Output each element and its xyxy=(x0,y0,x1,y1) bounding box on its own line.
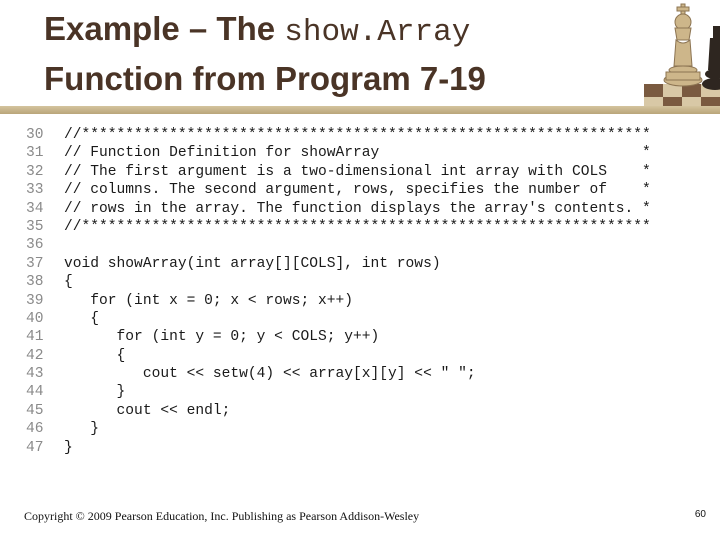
line-number: 41 xyxy=(26,329,44,346)
code-line xyxy=(26,163,706,181)
code-text: { xyxy=(64,347,126,364)
code-line xyxy=(26,402,706,420)
line-number: 42 xyxy=(26,347,44,364)
code-line xyxy=(26,310,706,328)
line-number: 40 xyxy=(26,310,44,327)
code-text: void showArray(int array[][COLS], int rows) xyxy=(64,255,441,272)
title-line-2: Function from Program 7-19 xyxy=(44,60,486,97)
code-line xyxy=(26,255,706,273)
code-text: { xyxy=(64,274,73,291)
copyright-footer: Copyright © 2009 Pearson Education, Inc. Publishing as Pearson Addison-Wesley xyxy=(24,509,420,523)
code-text: //***************************************************************** xyxy=(64,127,651,143)
code-line xyxy=(26,439,706,457)
code-listing xyxy=(26,126,706,457)
title-divider xyxy=(0,106,720,114)
code-text: // The first argument is a two-dimensional int array with COLS * xyxy=(64,163,651,180)
line-number: 43 xyxy=(26,366,44,383)
title-prefix: Example – The xyxy=(44,10,285,47)
code-text: for (int y = 0; y < COLS; y++) xyxy=(64,329,380,346)
code-line xyxy=(26,365,706,383)
code-line xyxy=(26,218,706,236)
line-number: 44 xyxy=(26,384,44,401)
line-number: 30 xyxy=(26,127,44,143)
code-text: //***************************************************************** xyxy=(64,218,651,235)
code-text: } xyxy=(64,384,126,401)
line-number: 35 xyxy=(26,218,44,235)
code-text: // rows in the array. The function displays the array's contents. * xyxy=(64,200,651,217)
code-line xyxy=(26,144,706,162)
line-number: 34 xyxy=(26,200,44,217)
line-number: 46 xyxy=(26,421,44,438)
code-line xyxy=(26,181,706,199)
line-number: 47 xyxy=(26,439,44,456)
chess-pieces-image xyxy=(644,0,720,110)
code-line xyxy=(26,200,706,218)
code-text: // columns. The second argument, rows, specifies the number of * xyxy=(64,182,651,199)
code-line xyxy=(26,273,706,291)
code-text: cout << setw(4) << array[x][y] << " "; xyxy=(64,366,476,383)
code-text: for (int x = 0; x < rows; x++) xyxy=(64,292,354,309)
line-number: 37 xyxy=(26,255,44,272)
code-line xyxy=(26,383,706,401)
slide-title xyxy=(44,6,624,102)
title-code: show.Array xyxy=(284,15,471,50)
code-text: // Function Definition for showArray * xyxy=(64,145,651,162)
line-number: 32 xyxy=(26,163,44,180)
code-line xyxy=(26,347,706,365)
code-text: } xyxy=(64,439,73,456)
code-line xyxy=(26,420,706,438)
line-number: 38 xyxy=(26,274,44,291)
code-line xyxy=(26,328,706,346)
code-line xyxy=(26,126,706,144)
line-number: 31 xyxy=(26,145,44,162)
page-number: 60 xyxy=(694,509,706,520)
code-line xyxy=(26,292,706,310)
code-text: cout << endl; xyxy=(64,402,231,419)
code-text: } xyxy=(64,421,100,438)
code-text: { xyxy=(64,310,100,327)
code-line xyxy=(26,236,706,254)
line-number: 39 xyxy=(26,292,44,309)
line-number: 33 xyxy=(26,182,44,199)
line-number: 45 xyxy=(26,402,44,419)
line-number: 36 xyxy=(26,237,44,254)
